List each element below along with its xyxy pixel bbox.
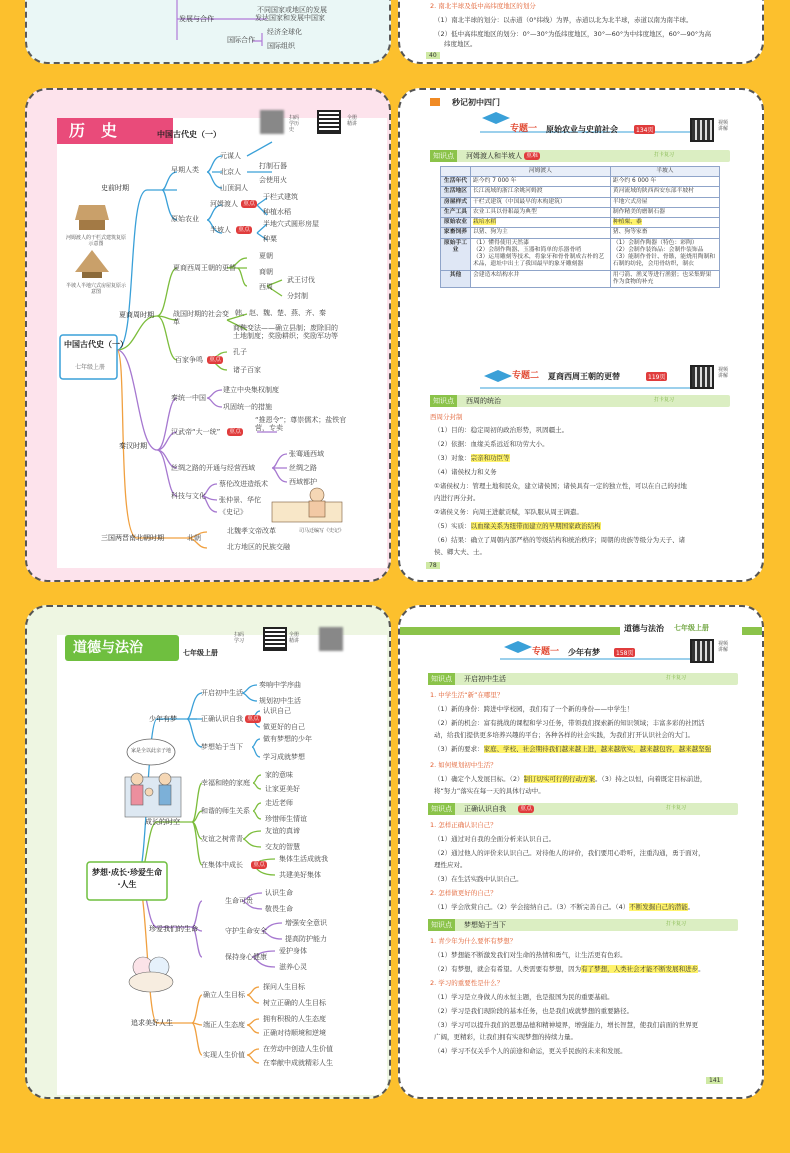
node-b4b1: 拥有积极的人生态度 <box>263 1015 326 1023</box>
page-number: 40 <box>426 52 440 59</box>
key-tag: 重点 <box>253 861 266 868</box>
key-tag: 重难 <box>526 152 539 159</box>
topic-title: 少年有梦 <box>568 648 600 657</box>
fenfeng-head: 西周分封制 <box>430 413 463 421</box>
caption-banpo: 半坡人半地穴式房屋复原示意图 <box>65 283 126 295</box>
key-tag: 重点 <box>520 805 533 812</box>
moral-subtitle: 七年级上册 <box>183 649 218 657</box>
page-number: 141 <box>706 1077 723 1084</box>
caption-hemudu: 河姆渡人的干栏式建筑复原示意图 <box>65 235 126 247</box>
table-cell: （1）会制作陶器（特色：彩陶） （2）会制作装饰品：会制作装饰品 （3）能制作骨针、骨镞，能烧用陶制和石制的纺轮，会用骨纺织，制衣 <box>610 238 719 270</box>
node-banpo: 半坡人 <box>210 226 231 234</box>
node-qinhan: 秦汉时期 <box>119 442 147 450</box>
topic2-title: 夏商西周王朝的更替 <box>548 372 620 381</box>
a4: （1）确定个人发展目标。（2）制订切实可行的行动方案。（3）持之以恒，向着既定目标前进， <box>434 775 707 783</box>
qr-code-icon[interactable] <box>690 365 714 389</box>
topic2-page: 119页 <box>648 374 666 381</box>
fenfeng-l5: ①诸侯权力：管理土地和民众，建立诸侯国；诸侯具有一定的独立性，可以在自己的封地 <box>434 482 687 490</box>
history-title: 历 史 <box>57 118 173 144</box>
moral-mindmap-card <box>25 605 391 1099</box>
key-tag: 重点 <box>238 226 251 233</box>
node-agri: 原始农业 <box>171 215 199 223</box>
knowledge-point-badge: 知识点 <box>428 919 455 931</box>
table-header: 半坡人 <box>610 167 719 177</box>
geo-notes-line4: 纬度地区。 <box>444 40 477 48</box>
node-b2d2: 共建美好集体 <box>279 871 321 879</box>
topic2-label: 专题二 <box>512 371 540 381</box>
node-xiyu: 西域都护 <box>289 478 317 486</box>
key-tag: 重点 <box>209 356 222 363</box>
node-b2a1: 家的意味 <box>265 771 293 779</box>
node-b2b2: 珍惜师生情谊 <box>265 815 307 823</box>
history-mindmap-card <box>25 88 391 582</box>
a3: （3）新的要求：家庭、学校、社会期待我们越来越上进，越来越欣实，越来越包容，越来越坚强 <box>434 745 712 753</box>
node-b4a: 确立人生目标 <box>203 991 245 999</box>
node-beiwei: 北魏孝文帝改革 <box>227 527 276 535</box>
geo-sub1: 发达国家和发展中国家 <box>255 14 325 22</box>
geo-notes-line1: 2. 南北半球及低中高纬度地区的划分 <box>430 2 536 10</box>
review-checkin[interactable]: 打卡复习 <box>654 152 675 158</box>
node-b3c: 保持身心健康 <box>225 953 267 961</box>
node-b4a1: 探问人生目标 <box>263 983 305 991</box>
moral-title: 道德与法治 <box>65 635 179 661</box>
q6: 2. 学习的重要性是什么？ <box>430 979 504 987</box>
node-b3b2: 提高防护能力 <box>285 935 327 943</box>
knowledge-point-badge: 知识点 <box>428 673 455 685</box>
table-cell: 房屋样式 <box>441 197 471 207</box>
node-b2d1: 集体生活成就我 <box>279 855 328 863</box>
node-xizhou: 西周 <box>259 283 273 291</box>
node-b3a1: 认识生命 <box>265 889 293 897</box>
key-tag: 重点 <box>247 715 260 722</box>
node-b4b: 端正人生态度 <box>203 1021 245 1029</box>
a2b: 动，给我们提供更多培养兴趣的平台；各种各样的社会实践，为我们打开认识社会的大门。 <box>434 731 694 739</box>
node-shiji: 《史记》 <box>219 508 247 516</box>
node-qin-unify: 秦统一中国 <box>171 394 206 402</box>
geography-notes-card <box>398 0 764 64</box>
node-central: 建立中央集权制度 <box>223 386 279 394</box>
review-checkin[interactable]: 打卡复习 <box>666 675 687 681</box>
node-yuanmou: 元谋人 <box>220 152 241 160</box>
node-dazhi: 打制石器 <box>259 162 287 170</box>
a12: （2）学习是我们现阶段的基本任务，也是我们成就梦想的重要路径。 <box>434 1007 634 1015</box>
node-prehistory: 史前时期 <box>101 184 129 192</box>
table-cell: 农业工具以骨耜最为典型 <box>471 207 611 217</box>
header-subject: 道德与法治 <box>624 624 664 633</box>
q3: 1. 怎样正确认识自己？ <box>430 821 497 829</box>
node-cailun: 蔡伦改进造纸术 <box>219 480 268 488</box>
qr-label: 视频讲解 <box>718 641 729 653</box>
node-b1c1: 做有梦想的少年 <box>263 735 312 743</box>
fenfeng-l9: （6）结果：确立了周朝内部严格的等级结构和统治秩序；周朝的贵族等级分为天子、诸 <box>434 536 686 544</box>
node-b2a2: 让家更美好 <box>265 785 300 793</box>
node-b3a: 生命可贵 <box>225 897 253 905</box>
table-cell: 猪、狗等家畜 <box>610 228 719 238</box>
node-b4c1: 在劳动中创造人生价值 <box>263 1045 333 1053</box>
node-b3b1: 增强安全意识 <box>285 919 327 927</box>
node-baijia: 百家争鸣 <box>175 356 203 364</box>
node-b1a: 开启初中生活 <box>201 689 243 697</box>
table-cell: 家畜饲养 <box>441 228 471 238</box>
knowledge-point-badge: 知识点 <box>430 150 457 162</box>
history-root-sub: 七年级上册 <box>74 364 105 371</box>
a11: （1）学习是立身做人的永恒主题，也是报国为民的重要基础。 <box>434 993 614 1001</box>
fenfeng-l7: ②诸侯义务：向周王进献贡赋，军队服从周王调遣。 <box>434 508 583 516</box>
table-cell: 用弓箭、渔叉等进行渔猎；也采集野果作为食物的补充 <box>610 270 719 287</box>
node-b1a2: 规划初中生活 <box>259 697 301 705</box>
table-cell: 黄河流域的陕西西安东部半坡村 <box>610 187 719 197</box>
topic1-title: 原始农业与史前社会 <box>546 125 618 134</box>
node-shanding: 山顶洞人 <box>220 184 248 192</box>
a10: （2）有梦想，就会有希望。人类需要有梦想，因为有了梦想，人类社会才能不断发展和进步。 <box>434 965 705 973</box>
topic1-label: 专题一 <box>510 124 538 134</box>
geo-notes-line2: （1）南北半球的划分：以赤道（0°纬线）为界，赤道以北为北半球，赤道以南为南半球。 <box>434 16 693 24</box>
fenfeng-l1: （1）目的：稳定周初的政治形势，巩固疆土。 <box>434 426 569 434</box>
geo-notes-line3: （2）低中高纬度地区的划分：0°—30°为低纬度地区，30°—60°为中纬度地区，60°—90°为高 <box>434 30 712 38</box>
node-early-human: 早期人类 <box>171 166 199 174</box>
node-b2d: 在集体中成长 <box>201 861 243 869</box>
kp2-title: 正确认识自我 <box>464 805 506 813</box>
a13: （3）学习可以提升我们的思想品德和精神境界，增强能力，增长智慧，使我们前面的世界更 <box>434 1021 699 1029</box>
qr-label-1: 扫码学历史 <box>289 115 300 133</box>
table-cell: 干栏式建筑（中国最早的木构建筑） <box>471 197 611 207</box>
node-b2b: 和谐的师生关系 <box>201 807 250 815</box>
node-beijing: 北京人 <box>220 168 241 176</box>
brand-name: 秒记初中四门 <box>452 98 500 107</box>
table-cell: 制作精美的磨制石器 <box>610 207 719 217</box>
node-xia: 夏朝 <box>259 252 273 260</box>
node-b2c: 友谊之树常青 <box>201 835 243 843</box>
a13b: 广阔，更精彩，让我们拥有实现梦想的持续力量。 <box>434 1033 577 1041</box>
history-root: 中国古代史（一） <box>64 340 128 349</box>
node-b3b: 守护生命安全 <box>225 927 267 935</box>
table-cell: （1）懂得使用天然漆 （2）会制作陶器、玉器和简单的乐器骨哨 （3）运用雕刻等技术，将象牙和骨骨制成古朴的艺术品，遗址中出土了我国最早的象牙雕刻器 <box>471 238 611 270</box>
node-xsz: 夏商周时期 <box>119 311 154 319</box>
node-handi: 汉武帝“大一统” <box>171 428 221 436</box>
node-b3c2: 滋养心灵 <box>279 963 307 971</box>
table-cell: 长江流域的浙江余姚河姆渡 <box>471 187 611 197</box>
fenfeng-l3: （3）对象：宗亲和功臣等 <box>434 454 510 462</box>
moral-root: 梦想·成长·珍爱生命·人生 <box>91 868 163 889</box>
a1: （1）新的身份：跨进中学校园，我们有了一个新的身份——中学生！ <box>434 705 634 713</box>
knowledge-point-badge: 知识点 <box>430 395 457 407</box>
node-silk: 丝绸之路的开通与经营西域 <box>171 464 255 472</box>
node-b3c1: 爱护身体 <box>279 947 307 955</box>
qr-label-1: 扫码学习 <box>234 632 245 644</box>
node-b2: 成长的时空 <box>145 818 180 826</box>
node-shang: 商朝 <box>259 268 273 276</box>
fenfeng-l10: 侯、卿大夫、士。 <box>434 548 486 556</box>
table-cell: 原始农业 <box>441 218 471 228</box>
history-notes-card <box>398 88 764 582</box>
kp3-title: 梦想始于当下 <box>464 921 506 929</box>
node-zhangzj: 张仲景、华佗 <box>219 496 261 504</box>
q2: 2. 如何规划初中生活？ <box>430 761 497 769</box>
node-zhanguo: 战国时期的社会变革 <box>173 310 229 327</box>
qr-label: 视频讲解 <box>718 120 729 132</box>
kp2-title: 西周的统治 <box>466 397 501 405</box>
table-cell: 生产工具 <box>441 207 471 217</box>
a6b: 理性应对。 <box>434 861 467 869</box>
caption-shiji: 司马迁编写《史记》 <box>299 528 345 534</box>
node-seven: 韩、赵、魏、楚、燕、齐、秦 <box>235 309 326 317</box>
node-b2c2: 交友的智慧 <box>265 843 300 851</box>
table-cell: 其他 <box>441 270 471 287</box>
page-number: 78 <box>426 562 440 569</box>
node-su: 种粟 <box>263 235 277 243</box>
header-grade: 七年级上册 <box>674 624 709 632</box>
a7: （3）在生活实践中认识自己。 <box>434 875 523 883</box>
a4d: 将“努力”落实在每一天的具体行动中。 <box>434 787 545 795</box>
node-b1c: 梦想始于当下 <box>201 743 243 751</box>
mindmap-lines <box>27 0 391 64</box>
table-cell: 栽培水稻 <box>471 218 611 228</box>
node-fenfeng: 分封制 <box>287 292 308 300</box>
table-cell: 以猪、狗为主 <box>471 228 611 238</box>
node-sanguo: 三国两晋南北朝时期 <box>101 534 164 542</box>
node-silkroad: 丝绸之路 <box>289 464 317 472</box>
node-shuidao: 种植水稻 <box>263 208 291 216</box>
geo-sub2b: 国际组织 <box>267 42 295 50</box>
node-b2a: 幸福和睦的家庭 <box>201 779 250 787</box>
history-subtitle: 中国古代史（一） <box>157 130 221 139</box>
topic-page: 158页 <box>616 650 634 657</box>
kp1-title: 河姆渡人和半坡人 <box>466 152 522 160</box>
node-gonggu: 巩固统一的措施 <box>223 403 272 411</box>
node-beichao: 北朝 <box>187 534 201 542</box>
q1: 1. 中学生活“新”在哪里？ <box>430 691 504 699</box>
node-keji: 科技与文化 <box>171 492 206 500</box>
topic-label: 专题一 <box>532 647 560 657</box>
node-b1b1: 认识自己 <box>263 707 291 715</box>
fenfeng-l6: 内进行再分封。 <box>434 494 480 502</box>
geo-branch: 发展与合作 <box>179 15 214 23</box>
moral-notes-card <box>398 605 764 1099</box>
node-b1b: 正确认识自我 <box>201 715 243 723</box>
table-cell: 种植粟、黍 <box>610 218 719 228</box>
node-b1a1: 奏响中学序曲 <box>259 681 301 689</box>
node-b4b2: 正确对待顺境和逆境 <box>263 1029 326 1037</box>
topic1-page: 134页 <box>636 127 654 134</box>
q4: 2. 怎样做更好的自己？ <box>430 889 497 897</box>
geography-mindmap-card <box>25 0 391 64</box>
node-b2c1: 友谊的真谛 <box>265 827 300 835</box>
geo-sub2-head: 国际合作 <box>227 36 255 44</box>
node-b3a2: 敬畏生命 <box>265 905 293 913</box>
node-zhangqian: 张骞通西域 <box>289 450 324 458</box>
node-b1c2: 学习成就梦想 <box>263 753 305 761</box>
fenfeng-l2: （2）依据：血缘关系远近和功劳大小。 <box>434 440 549 448</box>
table-cell: 距今约 6 000 年 <box>610 177 719 187</box>
node-xsz-change: 夏商西周王朝的更替 <box>173 264 236 272</box>
table-cell: 生活年代 <box>441 177 471 187</box>
node-tuien: “推恩令”；尊崇儒术；盐铁官营，专卖 <box>255 416 347 433</box>
fenfeng-l4: （4）诸侯权力和义务 <box>434 468 497 476</box>
knowledge-point-badge: 知识点 <box>428 803 455 815</box>
node-minzu: 北方地区的民族交融 <box>227 543 290 551</box>
qr-label-2: 全册精讲 <box>289 632 300 644</box>
geo-sub2a: 经济全球化 <box>267 28 302 36</box>
review-checkin[interactable]: 打卡复习 <box>666 921 687 927</box>
table-cell: 半地穴式房屋 <box>610 197 719 207</box>
speech-bubble: 家是全以此亲子地 <box>131 748 172 754</box>
fenfeng-l8: （5）实质：以血缘关系为纽带而建立的早期国家政治结构 <box>434 522 601 530</box>
node-banxue: 半地穴式圆形房屋 <box>263 220 319 228</box>
node-b4: 追求美好人生 <box>131 1019 173 1027</box>
table-cell: 生活地区 <box>441 187 471 197</box>
key-tag: 重点 <box>243 200 256 207</box>
q5: 1. 青少年为什么要怀有梦想？ <box>430 937 517 945</box>
node-b3: 珍爱我们的生命 <box>149 925 198 933</box>
node-b1b2: 做更好的自己 <box>263 723 305 731</box>
node-hemudu: 河姆渡人 <box>210 200 238 208</box>
qr-code-icon[interactable] <box>690 639 714 663</box>
a5: （1）通过对自我的全面分析来认识自己。 <box>434 835 556 843</box>
node-zhuzi: 诸子百家 <box>233 366 261 374</box>
review-checkin[interactable]: 打卡复习 <box>654 397 675 403</box>
node-b1: 少年有梦 <box>149 715 177 723</box>
node-kongzi: 孔子 <box>233 348 247 356</box>
a2: （2）新的机会：富有挑战的课程和学习任务，带领我们探索新的知识领域；丰富多彩的社团活 <box>434 719 705 727</box>
node-b4c: 实现人生价值 <box>203 1051 245 1059</box>
qr-label-2: 全册精讲 <box>347 115 358 127</box>
table-header: 河姆渡人 <box>471 167 611 177</box>
node-wuwang: 武王讨伐 <box>287 276 315 284</box>
node-shangyang: 商鞅变法——确立县制；废除旧的土地制度；奖励耕织；奖励军功等 <box>233 324 338 341</box>
node-b4c2: 在奉献中成就精彩人生 <box>263 1059 333 1067</box>
review-checkin[interactable]: 打卡复习 <box>666 805 687 811</box>
node-b2b1: 走近老师 <box>265 799 293 807</box>
key-tag: 重点 <box>229 428 242 435</box>
table-cell: 会建造木结构水井 <box>471 270 611 287</box>
qr-label: 视频讲解 <box>718 367 729 379</box>
geo-item1: 不同国家或地区的发展 <box>257 6 327 14</box>
node-huoyong: 会使用火 <box>259 176 287 184</box>
node-ganlan: 干栏式建筑 <box>263 193 298 201</box>
node-b4a2: 树立正确的人生目标 <box>263 999 326 1007</box>
table-cell: 原始手工业 <box>441 238 471 270</box>
a8: （1）学会欣赏自己。（2）学会接纳自己。（3）不断完善自己。（4）不断发掘自己的潜能。 <box>434 903 695 911</box>
a14: （4）学习不仅关乎个人的前途和命运，更关乎民族的未来和发展。 <box>434 1047 627 1055</box>
table-cell: 距今约 7 000 年 <box>471 177 611 187</box>
kp1-title: 开启初中生活 <box>464 675 506 683</box>
a6: （2）通过他人的评价来认识自己。对待他人的评价，我们要用心聆听，注重沟通，勇于面对， <box>434 849 705 857</box>
a9: （1）梦想能不断激发我们对生命的热情和勇气，让生活更有色彩。 <box>434 951 627 959</box>
